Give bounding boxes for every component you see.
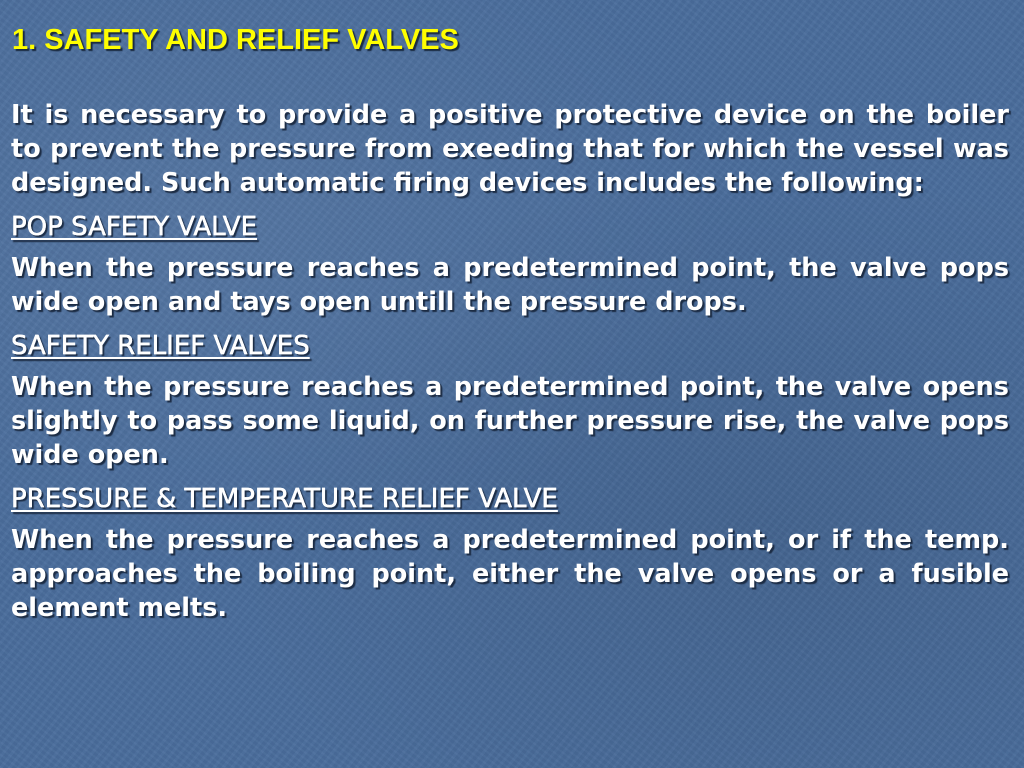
section-body: When the pressure reaches a predetermined point, the valve pops wide open and tays open untill the pressure drops. [11,253,1009,317]
section-safety-relief-valves [11,329,1009,472]
section-body: When the pressure reaches a predetermined point, or if the temp. approaches the boiling point, either the valve opens or a fusible element melts. [11,525,1009,623]
section-pop-safety-valve [11,210,1009,319]
section-pressure-temperature-relief-valve [11,482,1009,625]
slide-title: 1. SAFETY AND RELIEF VALVES [12,24,459,56]
intro-paragraph: It is necessary to provide a positive protective device on the boiler to prevent the pressure from exeeding that for which the vessel was designed. Such automatic firing devices includes the following: [11,100,1009,198]
section-body: When the pressure reaches a predetermined point, the valve opens slightly to pass some liquid, on further pressure rise, the valve pops wide open. [11,372,1009,470]
section-heading: PRESSURE & TEMPERATURE RELIEF VALVE [11,484,558,514]
section-heading: POP SAFETY VALVE [11,212,258,242]
section-heading: SAFETY RELIEF VALVES [11,331,310,361]
slide-content [11,98,1009,635]
